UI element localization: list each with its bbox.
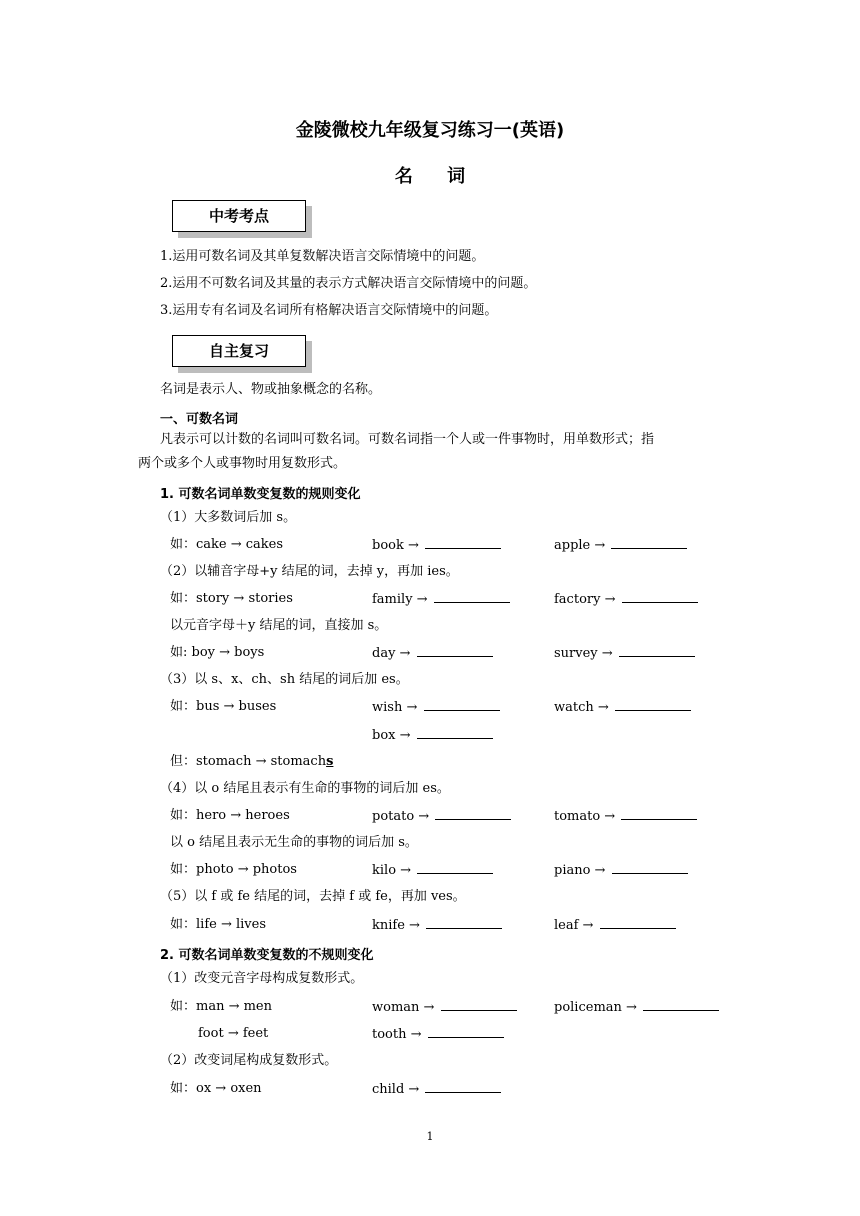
rule-6: （1）改变元音字母构成复数形式。 [160,971,364,986]
section-box-self-review: 自主复习 [172,335,306,367]
example-row-5: box → [372,727,493,744]
example-row-11-a: foot → feet [198,1026,269,1041]
example-row-12-a: 如：ox → oxen [170,1081,262,1096]
answer-blank[interactable] [622,591,698,603]
answer-blank[interactable] [434,591,510,603]
answer-blank[interactable] [425,537,501,549]
answer-blank[interactable] [417,862,493,874]
rule-4: （4）以 o 结尾且表示有生命的事物的词后加 es。 [160,781,450,796]
example-row-2-a: 如：story → stories [170,591,293,606]
example-row-1-b: book → [372,537,501,554]
subheading-irregular-plurals: 2. 可数名词单数变复数的不规则变化 [160,948,374,963]
example-row-4-a: 如：bus → buses [170,699,277,714]
example-row-4-c: watch → [554,699,691,716]
example-row-7-a: 如：hero → heroes [170,808,290,823]
rule-2b: 以元音字母＋y 结尾的词，直接加 s。 [170,618,388,633]
section-box-exam-points: 中考考点 [172,200,306,232]
answer-blank[interactable] [424,699,500,711]
paragraph-line-1: 凡表示可以计数的名词叫可数名词。可数名词指一个人或一件事物时，用单数形式；指 [160,432,655,447]
answer-blank[interactable] [417,645,493,657]
example-row-7-b: potato → [372,808,511,825]
example-row-12-b: child → [372,1081,501,1098]
answer-blank[interactable] [417,727,493,739]
exam-point-1: 1.运用可数名词及其单复数解决语言交际情境中的问题。 [160,249,485,264]
exception-row: 但：stomach → stomachs [170,754,334,769]
page-number: 1 [426,1130,434,1143]
rule-4b: 以 o 结尾且表示无生命的事物的词后加 s。 [170,835,418,850]
answer-blank[interactable] [441,999,517,1011]
example-row-2-c: factory → [554,591,698,608]
example-row-10-a: 如：man → men [170,999,273,1014]
example-row-1-a: 如：cake → cakes [170,537,284,552]
answer-blank[interactable] [612,862,688,874]
example-row-3-a: 如: boy → boys [170,645,265,660]
answer-blank[interactable] [428,1026,504,1038]
rule-7: （2）改变词尾构成复数形式。 [160,1053,338,1068]
answer-blank[interactable] [621,808,697,820]
example-row-10-c: policeman → [554,999,719,1016]
page-subtitle: 名 词 [394,166,480,187]
rule-1: （1）大多数词后加 s。 [160,510,297,525]
subheading-regular-plurals: 1. 可数名词单数变复数的规则变化 [160,487,361,502]
rule-5: （5）以 f 或 fe 结尾的词，去掉 f 或 fe，再加 ves。 [160,889,466,904]
exam-point-2: 2.运用不可数名词及其量的表示方式解决语言交际情境中的问题。 [160,276,537,291]
example-row-7-c: tomato → [554,808,697,825]
answer-blank[interactable] [425,1081,501,1093]
paragraph-line-2: 两个或多个人或事物时用复数形式。 [138,456,347,471]
example-row-9-a: 如：life → lives [170,917,267,932]
heading-countable-nouns: 一、可数名词 [160,412,239,427]
example-row-1-c: apple → [554,537,687,554]
example-row-9-b: knife → [372,917,502,934]
intro-text: 名词是表示人、物或抽象概念的名称。 [160,382,382,397]
example-row-8-a: 如：photo → photos [170,862,297,877]
example-row-9-c: leaf → [554,917,676,934]
answer-blank[interactable] [619,645,695,657]
answer-blank[interactable] [611,537,687,549]
example-row-3-c: survey → [554,645,695,662]
rule-2: （2）以辅音字母+y 结尾的词，去掉 y，再加 ies。 [160,564,459,579]
example-row-10-b: woman → [372,999,517,1016]
answer-blank[interactable] [643,999,719,1011]
answer-blank[interactable] [435,808,511,820]
answer-blank[interactable] [615,699,691,711]
example-row-11-b: tooth → [372,1026,504,1043]
answer-blank[interactable] [600,917,676,929]
page-title: 金陵微校九年级复习练习一(英语) [295,120,565,141]
example-row-4-b: wish → [372,699,500,716]
example-row-8-b: kilo → [372,862,493,879]
example-row-3-b: day → [372,645,493,662]
example-row-2-b: family → [372,591,510,608]
example-row-8-c: piano → [554,862,688,879]
exam-point-3: 3.运用专有名词及名词所有格解决语言交际情境中的问题。 [160,303,498,318]
answer-blank[interactable] [426,917,502,929]
rule-3: （3）以 s、x、ch、sh 结尾的词后加 es。 [160,672,409,687]
